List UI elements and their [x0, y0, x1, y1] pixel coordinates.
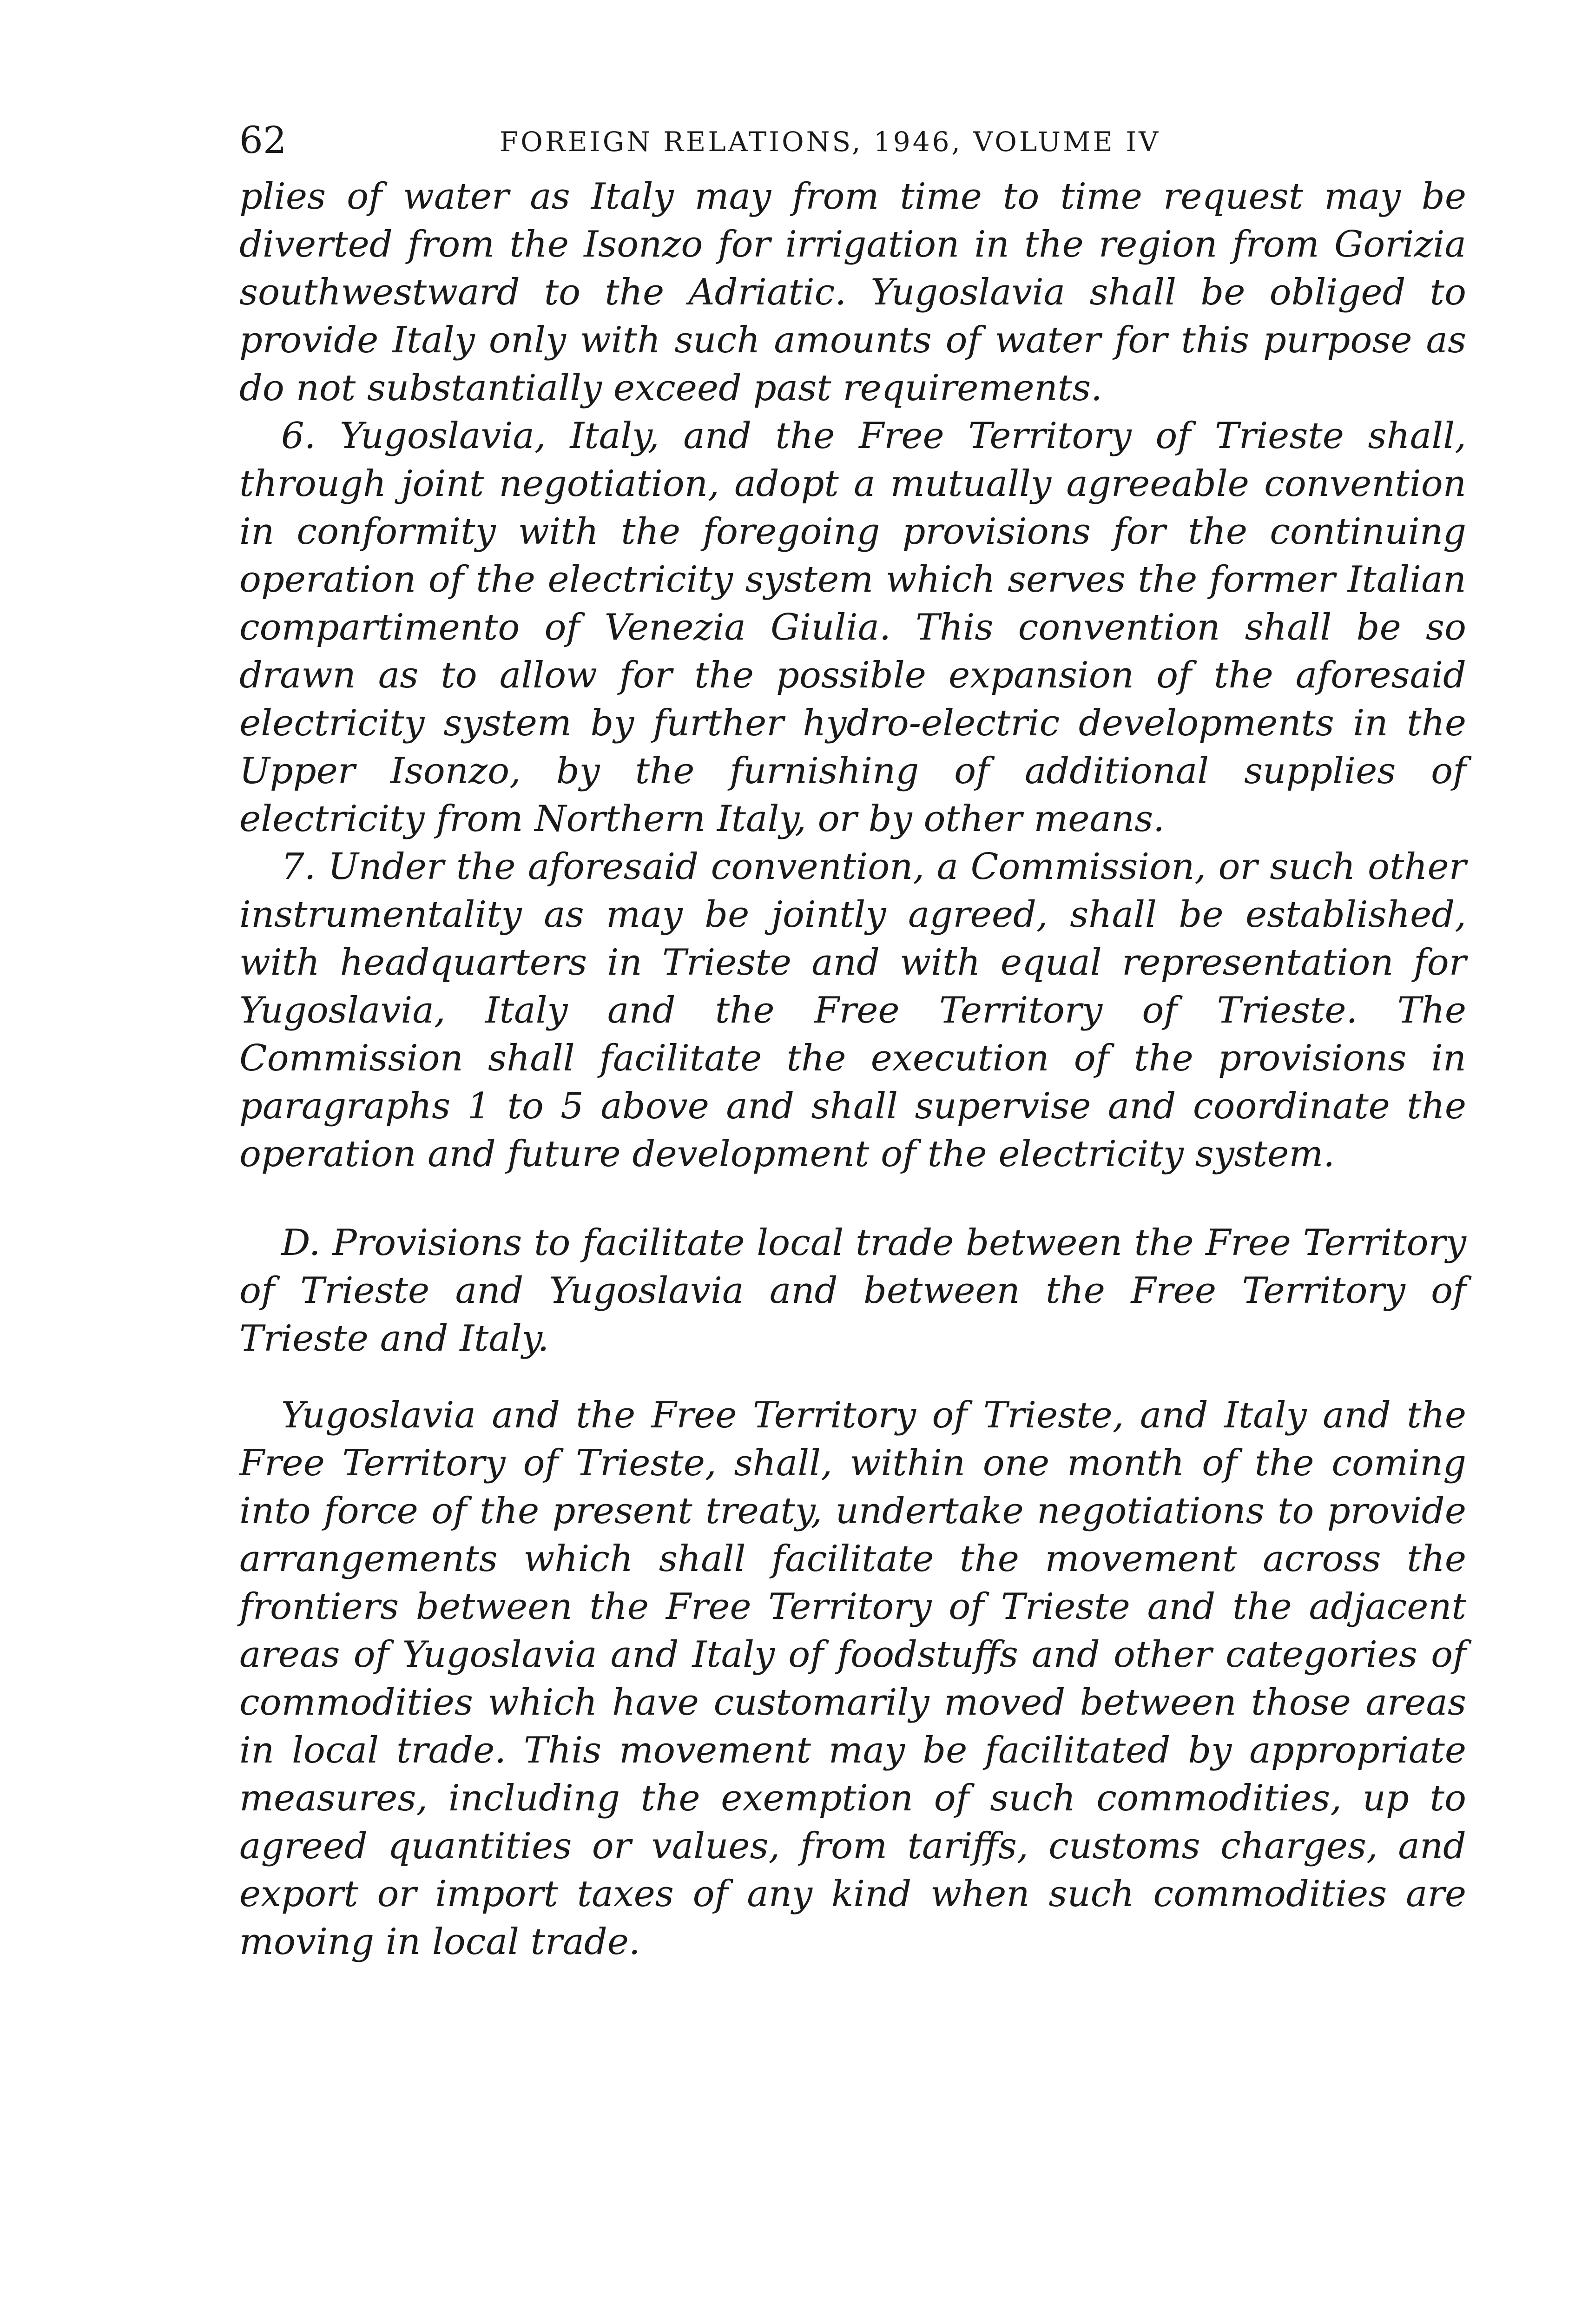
document-page — [239, 119, 1466, 1966]
page-number: 62 — [239, 119, 287, 162]
running-header — [239, 119, 1466, 173]
paragraph-6: 6. Yugoslavia, Italy, and the Free Territory of Trieste shall, through joint negotiation, adopt a mutually agreeable convention in conformity with the foregoing provisions for the continuing operation of the electricity system which serves the former Italian compartimento of Venezia Giulia. This convention shall be so drawn as to allow for the possible expansion of the aforesaid electricity system by further hydro-electric developments in the Upper Isonzo, by the furnishing of additional supplies of electricity from Northern Italy, or by other means. — [239, 415, 1466, 840]
section-d-heading: D. Provisions to facilitate local trade between the Free Territory of Trieste and Yugoslavia and between the Free Territory of Trieste and Italy. — [239, 1222, 1466, 1360]
paragraph-7: 7. Under the aforesaid convention, a Commission, or such other instrumentality as may be jointly agreed, shall be established, with headquarters in Trieste and with equal representation for Yugoslavia, Italy and the Free Territory of Trieste. The Commission shall facilitate the execution of the provisions in paragraphs 1 to 5 above and shall supervise and coordinate the operation and future development of the electricity system. — [239, 846, 1466, 1175]
continued-paragraph: plies of water as Italy may from time to time request may be diverted from the Isonzo for irrigation in the region from Gorizia southwestward to the Adriatic. Yugoslavia shall be obliged to provide Italy only with such amounts of water for this purpose as do not substantially exceed past requirements. — [239, 176, 1466, 409]
document-body — [239, 173, 1466, 1966]
section-d-paragraph: Yugoslavia and the Free Territory of Trieste, and Italy and the Free Territory of Trieste, shall, within one month of the coming into force of the present treaty, undertake negotiations to provide arrangements which shall facilitate the movement across the frontiers between the Free Territory of Trieste and the adjacent areas of Yugoslavia and Italy of foodstuffs and other categories of commodities which have customarily moved between those areas in local trade. This movement may be facilitated by appropriate measures, including the exemption of such commodities, up to agreed quantities or values, from tariffs, customs charges, and export or import taxes of any kind when such commodities are moving in local trade. — [239, 1394, 1466, 1963]
running-title: FOREIGN RELATIONS, 1946, VOLUME IV — [500, 126, 1160, 158]
